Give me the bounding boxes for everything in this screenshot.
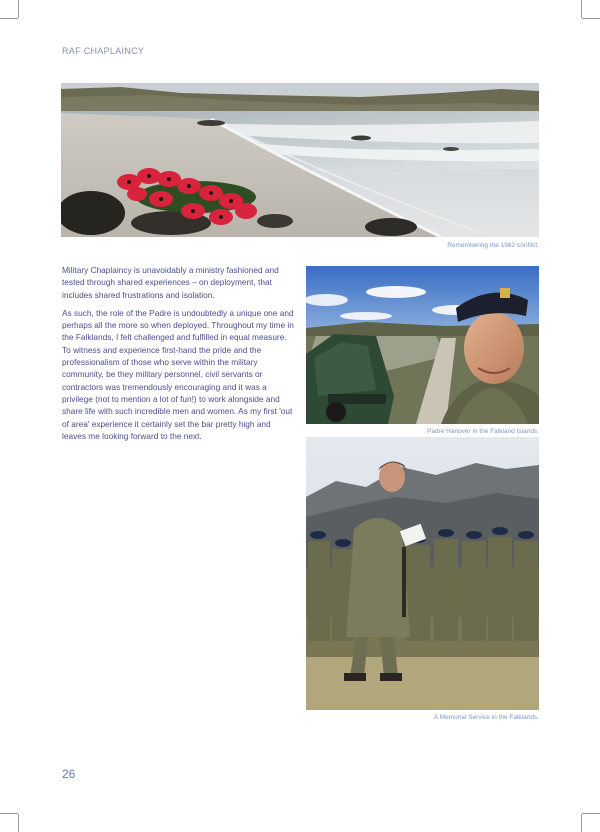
memorial-service-photo (306, 437, 539, 710)
crop-mark (581, 814, 582, 832)
beach-wreath-photo (61, 83, 539, 237)
crop-mark (581, 0, 582, 18)
body-paragraph-2: As such, the role of the Padre is undoubtedly a unique one and perhaps all the more so when deployed. Throughout my time in the Falklands, I felt challenged and fulfilled in equal measure. To witness and experience first-hand the pride and the professionalism of those who serve within the military community, be they military personnel, civil servants or contractors was tremendously encouraging and it was a privilege (not to mention a lot of fun!) to work alongside and share life with such incredible men and women. As my first 'out of area' experience it certainly set the bar pretty high and leaves me looking forward to the next. (62, 307, 294, 441)
memorial-photo-caption: A Memorial Service in the Falklands. (433, 714, 539, 721)
padre-photo-caption: Padre Hanover in the Falkland Islands. (426, 428, 539, 435)
crop-mark (582, 18, 600, 19)
page-number: 26 (62, 767, 76, 781)
padre-portrait-photo (306, 266, 539, 424)
crop-mark (18, 814, 19, 832)
beach-photo-caption: Remembering the 1982 conflict. (447, 242, 539, 249)
crop-mark (18, 0, 19, 18)
crop-mark (0, 813, 18, 814)
article-body (62, 264, 294, 448)
section-header: RAF CHAPLAINCY (62, 46, 145, 56)
crop-mark (0, 18, 18, 19)
body-paragraph-1: Military Chaplaincy is unavoidably a ministry fashioned and tested through shared experiences – on deployment, that includes shared frustrations and isolation. (62, 265, 279, 300)
crop-mark (582, 813, 600, 814)
